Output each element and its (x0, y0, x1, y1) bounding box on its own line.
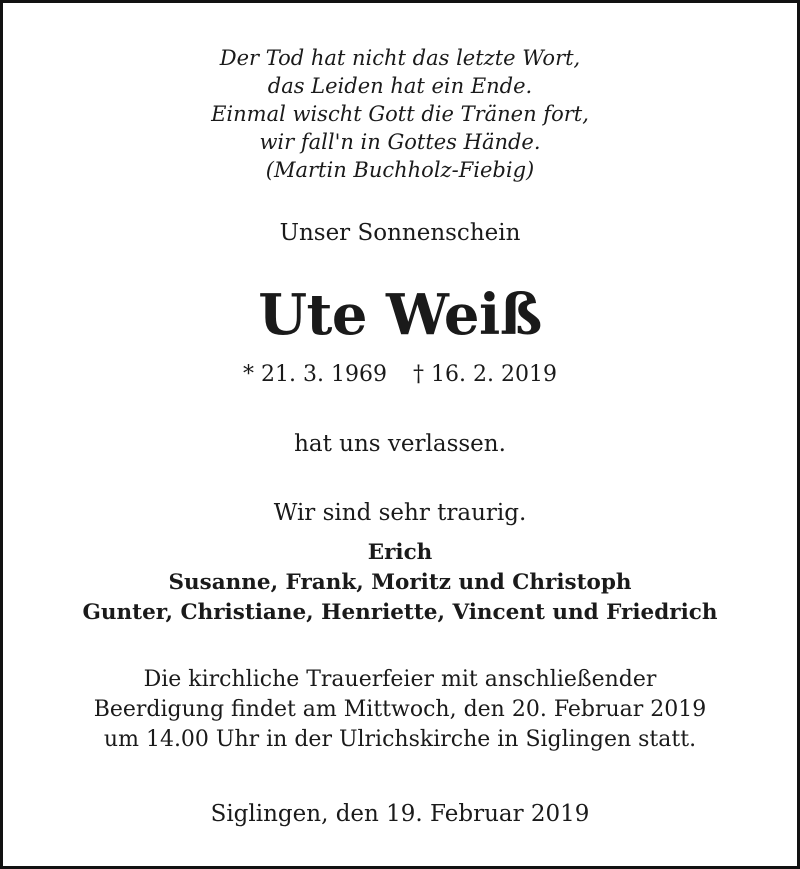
funeral-service-info (3, 665, 797, 755)
life-dates (3, 360, 797, 390)
poem-line: Einmal wischt Gott die Tränen fort, (211, 102, 589, 126)
mourners-list (3, 538, 797, 628)
service-line: Beerdigung findet am Mittwoch, den 20. Februar 2019 (93, 697, 707, 722)
poem-author: (Martin Buchholz-Fiebig) (265, 158, 535, 182)
departure-text: hat uns verlassen. (294, 431, 506, 457)
place-and-date: Siglingen, den 19. Februar 2019 (210, 801, 590, 827)
service-line: Die kirchliche Trauerfeier mit anschließender (143, 667, 657, 692)
deceased-name: Ute Weiß (258, 282, 542, 348)
poem-line: Der Tod hat nicht das letzte Wort, (219, 46, 581, 70)
poem-line: das Leiden hat ein Ende. (267, 74, 533, 98)
birth-date: * 21. 3. 1969 (243, 362, 387, 387)
death-date: † 16. 2. 2019 (413, 362, 557, 387)
poem (3, 44, 797, 184)
mourners-line: Susanne, Frank, Moritz und Christoph (168, 570, 632, 595)
mourners-line: Erich (367, 540, 433, 565)
mourners-line: Gunter, Christiane, Henriette, Vincent und Friedrich (82, 600, 718, 625)
service-line: um 14.00 Uhr in der Ulrichskirche in Siglingen statt. (103, 727, 697, 752)
poem-line: wir fall'n in Gottes Hände. (259, 130, 541, 154)
intro-text: Unser Sonnenschein (279, 220, 521, 246)
mourning-text: Wir sind sehr traurig. (273, 500, 527, 526)
